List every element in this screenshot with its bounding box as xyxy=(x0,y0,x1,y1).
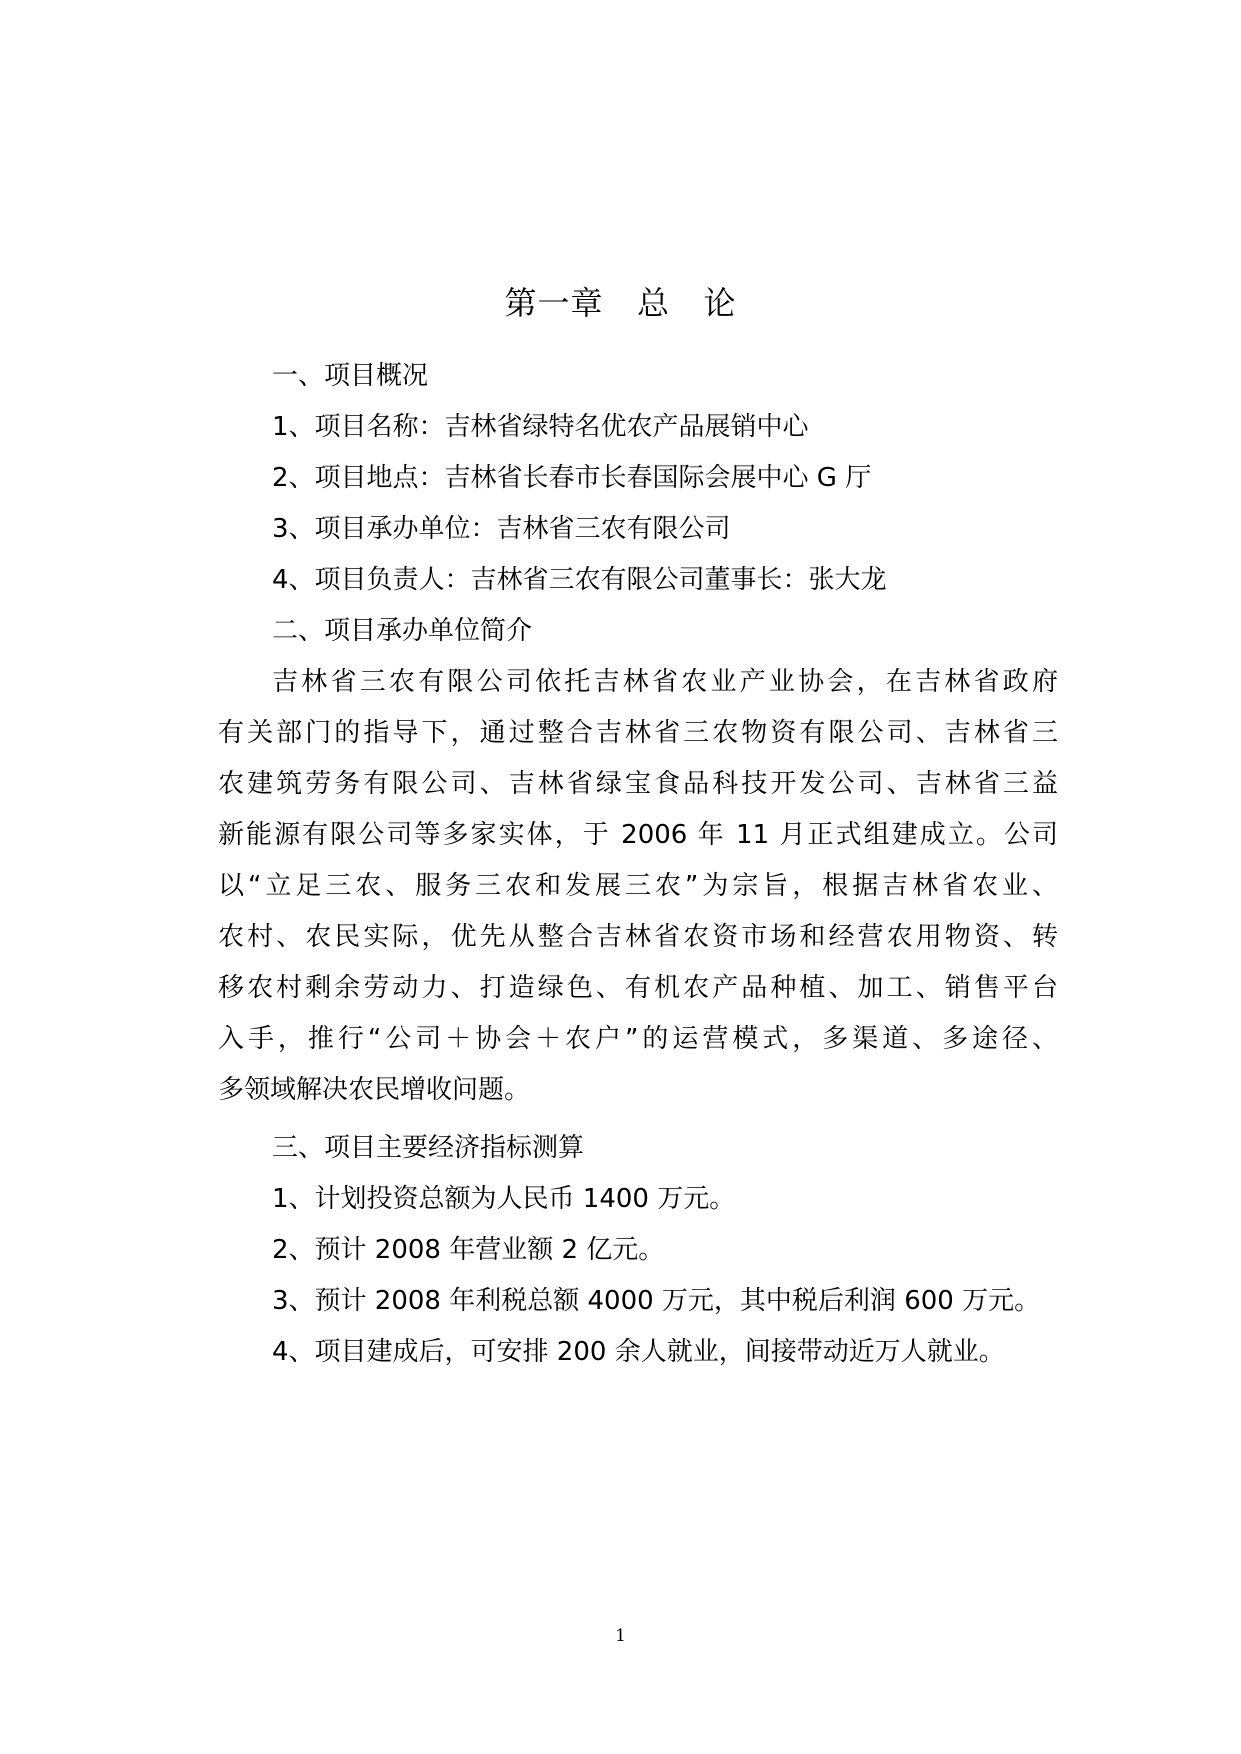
paragraph-line: 有关部门的指导下，通过整合吉林省三农物资有限公司、吉林省三 xyxy=(218,718,1058,748)
section-heading-organizer-profile: 二、项目承办单位简介 xyxy=(272,616,533,646)
indicator-item-profit-tax: 3、预计 2008 年利税总额 4000 万元，其中税后利润 600 万元。 xyxy=(272,1286,1041,1316)
overview-item-project-location: 2、项目地点：吉林省长春市长春国际会展中心 G 厅 xyxy=(272,463,872,493)
overview-item-project-organizer: 3、项目承办单位：吉林省三农有限公司 xyxy=(272,514,731,544)
paragraph-line: 多领域解决农民增收问题。 xyxy=(218,1075,531,1105)
section-heading-economic-indicators: 三、项目主要经济指标测算 xyxy=(272,1133,585,1163)
indicator-item-investment: 1、计划投资总额为人民币 1400 万元。 xyxy=(272,1184,736,1214)
indicator-item-employment: 4、项目建成后，可安排 200 余人就业，间接带动近万人就业。 xyxy=(272,1337,1005,1367)
paragraph-line: 新能源有限公司等多家实体，于 2006 年 11 月正式组建成立。公司 xyxy=(218,820,1058,850)
section-heading-overview: 一、项目概况 xyxy=(272,361,429,391)
chapter-title: 第一章 总 论 xyxy=(504,284,737,322)
paragraph-line: 农村、农民实际，优先从整合吉林省农资市场和经营农用物资、转 xyxy=(218,922,1058,952)
paragraph-line: 入手，推行“公司＋协会＋农户”的运营模式，多渠道、多途径、 xyxy=(218,1024,1058,1054)
paragraph-line: 以“立足三农、服务三农和发展三农”为宗旨，根据吉林省农业、 xyxy=(218,871,1058,901)
paragraph-line: 移农村剩余劳动力、打造绿色、有机农产品种植、加工、销售平台 xyxy=(218,973,1058,1003)
overview-item-project-leader: 4、项目负责人：吉林省三农有限公司董事长：张大龙 xyxy=(272,565,887,595)
paragraph-line: 农建筑劳务有限公司、吉林省绿宝食品科技开发公司、吉林省三益 xyxy=(218,769,1058,799)
paragraph-line: 吉林省三农有限公司依托吉林省农业产业协会，在吉林省政府 xyxy=(272,667,1058,697)
page-number: 1 xyxy=(615,1626,626,1646)
overview-item-project-name: 1、项目名称：吉林省绿特名优农产品展销中心 xyxy=(272,412,809,442)
indicator-item-revenue: 2、预计 2008 年营业额 2 亿元。 xyxy=(272,1235,665,1265)
